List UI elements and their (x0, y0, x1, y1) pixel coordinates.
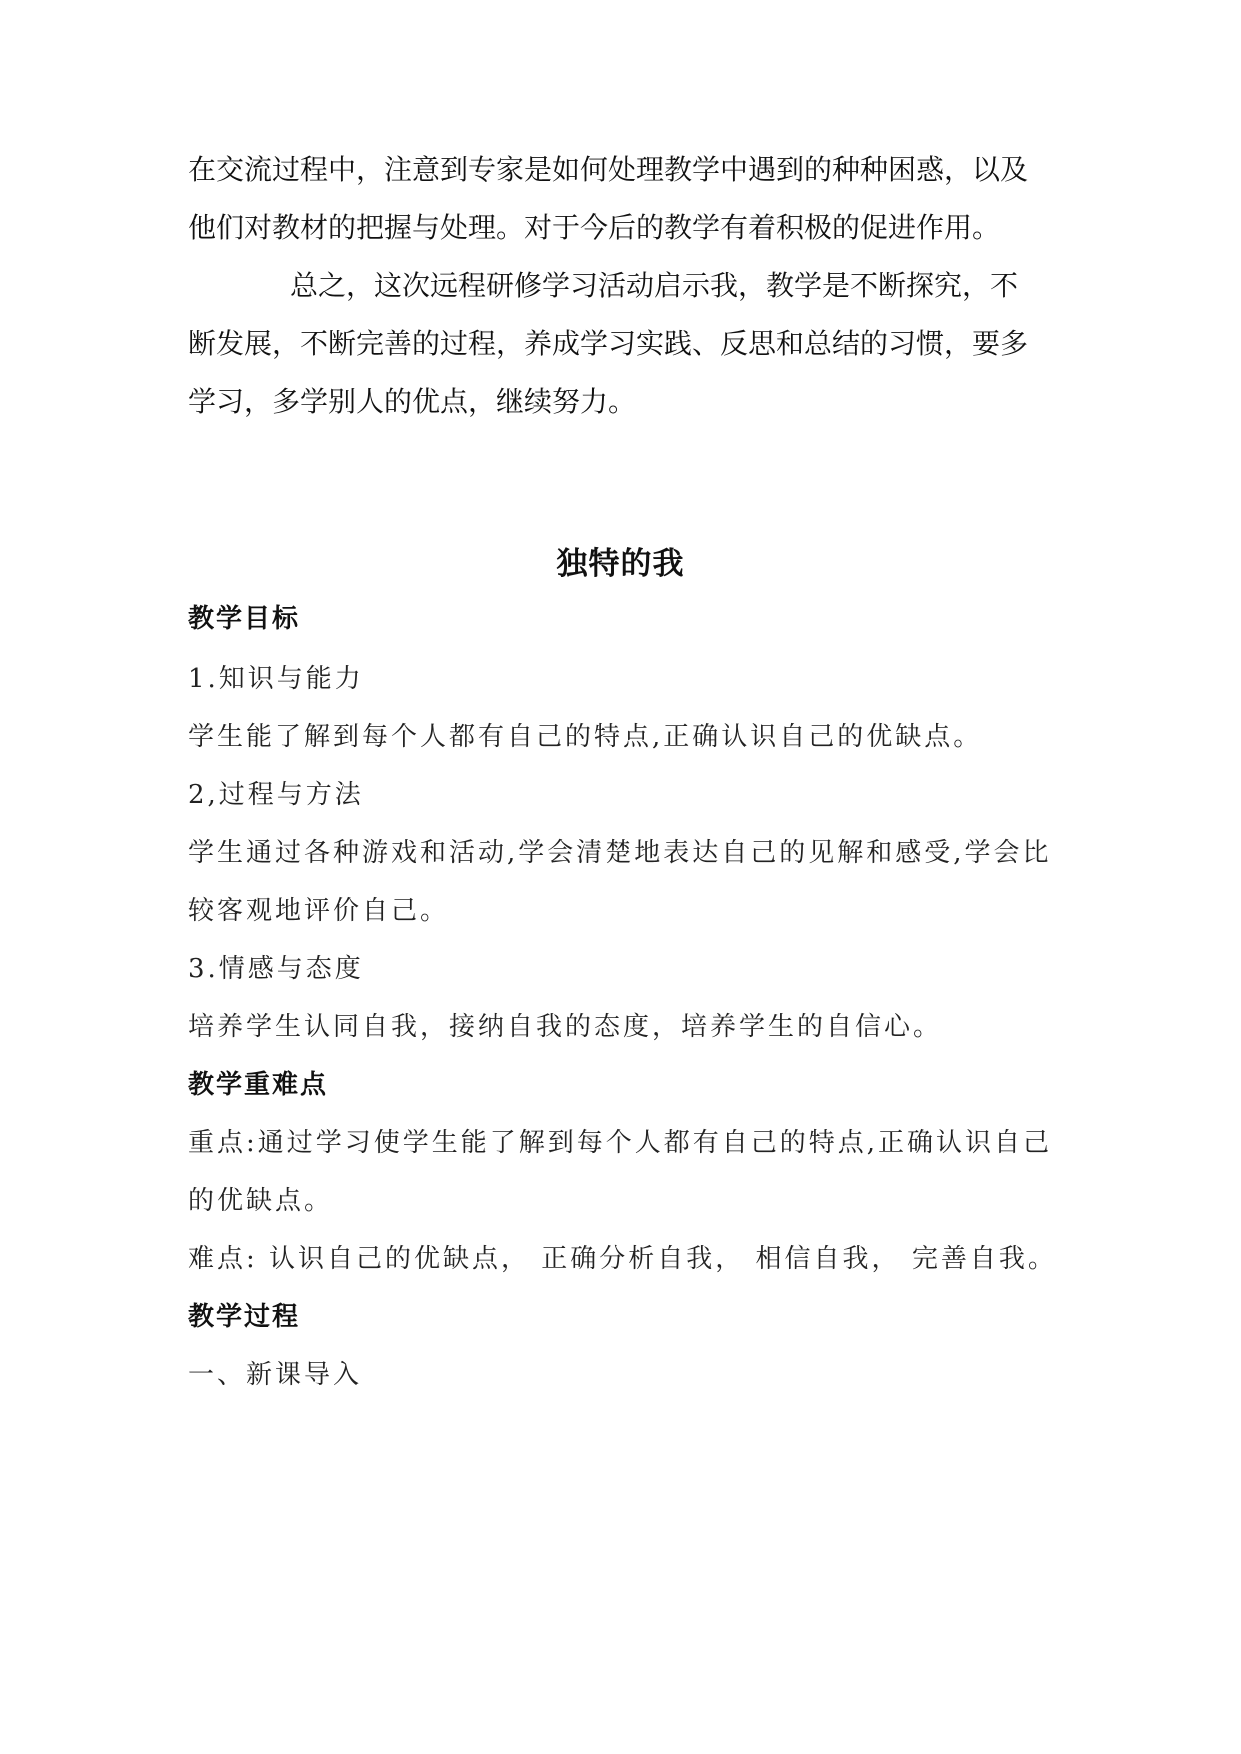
goal1-label: 1.知识与能力 (188, 664, 364, 694)
goals-heading: 教学目标 (188, 604, 301, 634)
reflection-line-3: 总之，这次远程研修学习活动启示我，教学是不断探究，不 (290, 269, 1019, 302)
reflection-line-1: 在交流过程中，注意到专家是如何处理教学中遇到的种种困惑，以及 (188, 153, 1029, 186)
key-heading: 教学重难点 (188, 1070, 329, 1100)
goal2-label: 2,过程与方法 (188, 780, 364, 810)
key-point-line2: 的优缺点。 (188, 1186, 334, 1216)
reflection-line-4: 断发展，不断完善的过程，养成学习实践、反思和总结的习惯，要多 (188, 327, 1029, 360)
goal1-text: 学生能了解到每个人都有自己的特点,正确认识自己的优缺点。 (188, 722, 983, 752)
process-heading: 教学过程 (188, 1302, 301, 1332)
process-step1: 一、新课导入 (188, 1360, 363, 1390)
goal3-text: 培养学生认同自我，接纳自我的态度，培养学生的自信心。 (188, 1012, 943, 1042)
lesson-title: 独特的我 (556, 546, 685, 582)
reflection-line-5: 学习，多学别人的优点，继续努力。 (188, 385, 637, 418)
goal2-text-line2: 较客观地评价自己。 (188, 896, 450, 926)
key-point-line1: 重点:通过学习使学生能了解到每个人都有自己的特点,正确认识自己 (188, 1128, 1053, 1158)
difficult-point: 难点: 认识自己的优缺点， 正确分析自我， 相信自我， 完善自我。 (188, 1244, 1057, 1274)
goal3-label: 3.情感与态度 (188, 954, 364, 984)
reflection-line-2: 他们对教材的把握与处理。对于今后的教学有着积极的促进作用。 (188, 211, 1001, 244)
goal2-text-line1: 学生通过各种游戏和活动,学会清楚地表达自己的见解和感受,学会比 (188, 838, 1052, 868)
